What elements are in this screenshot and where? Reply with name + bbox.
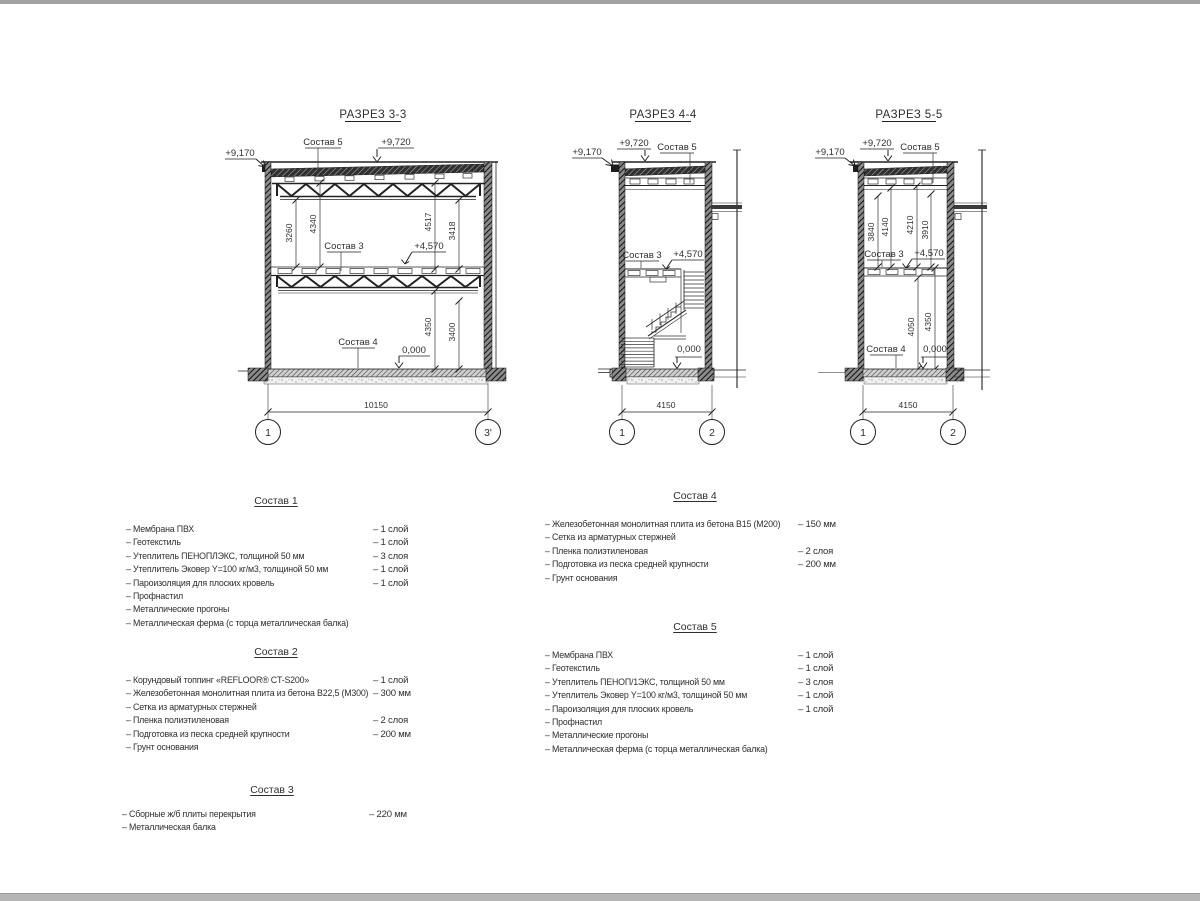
composition-item-name: – Сетка из арматурных стержней bbox=[126, 701, 257, 713]
composition-item bbox=[126, 577, 426, 590]
composition-item bbox=[126, 550, 426, 563]
composition-ref-label: Состав 3 bbox=[622, 250, 662, 261]
composition-item bbox=[126, 523, 426, 536]
wall-right bbox=[484, 162, 492, 378]
elevation-label: +4,570 bbox=[414, 241, 444, 252]
composition-3 bbox=[122, 784, 422, 835]
section-3-3 bbox=[225, 109, 506, 445]
composition-item bbox=[126, 687, 426, 700]
composition-item-name: – Железобетонная монолитная плита из бетона В22,5 (М300) bbox=[126, 688, 369, 700]
span-dim-label: 10150 bbox=[364, 400, 388, 410]
composition-item-name: – Профнастил bbox=[126, 591, 183, 603]
composition-title: Состав 4 bbox=[673, 490, 717, 502]
elevation-label: 0,000 bbox=[402, 345, 426, 356]
composition-ref-label: Состав 3 bbox=[864, 249, 904, 260]
axis-label: 1 bbox=[860, 427, 866, 439]
sand-bed bbox=[864, 377, 947, 384]
composition-item-value: – 1 слой bbox=[373, 577, 409, 589]
composition-item-value: – 1 слой bbox=[373, 537, 409, 549]
composition-item-name: – Утеплитель ПЕНОПЛЭКС, толщиной 50 мм bbox=[126, 550, 305, 562]
composition-item bbox=[122, 808, 422, 821]
sand-bed bbox=[264, 377, 488, 384]
section-title: РАЗРЕЗ 3-3 bbox=[339, 109, 407, 121]
composition-item-value: – 3 слоя bbox=[798, 676, 834, 688]
composition-title: Состав 3 bbox=[250, 784, 294, 796]
axis-label: 3' bbox=[484, 427, 492, 439]
section-5-5 bbox=[815, 109, 990, 445]
adjacent-structure bbox=[711, 150, 746, 388]
composition-item-name: – Металлическая ферма (с торца металлическая балка) bbox=[126, 617, 349, 629]
composition-item bbox=[545, 729, 845, 742]
composition-item-name: – Грунт основания bbox=[126, 742, 199, 754]
composition-item-name: – Пароизоляция для плоских кровель bbox=[126, 577, 275, 589]
composition-item-name: – Геотекстиль bbox=[126, 537, 181, 549]
composition-item-name: – Подготовка из песка средней крупности bbox=[126, 728, 290, 740]
dim-label: 3260 bbox=[284, 223, 294, 243]
composition-item bbox=[545, 518, 845, 531]
adjacent-structure bbox=[954, 150, 990, 390]
floor-truss bbox=[277, 276, 480, 287]
composition-item bbox=[545, 689, 845, 702]
composition-ref-label: Состав 3 bbox=[324, 241, 364, 252]
composition-item-name: – Сборные ж/б плиты перекрытия bbox=[122, 809, 256, 820]
composition-item bbox=[126, 714, 426, 727]
composition-item-name: – Металлическая балка bbox=[122, 822, 216, 834]
composition-item-value: – 2 слоя bbox=[798, 545, 834, 557]
elevation-label: +4,570 bbox=[914, 248, 944, 259]
dim-label: 3418 bbox=[447, 221, 457, 241]
composition-item bbox=[545, 531, 845, 544]
composition-2 bbox=[126, 646, 426, 754]
composition-item-value: – 300 мм bbox=[373, 688, 411, 700]
wall-left bbox=[265, 162, 271, 378]
span-dim-label: 4150 bbox=[656, 400, 676, 410]
composition-ref-label: Состав 4 bbox=[338, 337, 378, 348]
composition-item-value: – 1 слой bbox=[798, 650, 834, 661]
composition-item-name: – Металлические прогоны bbox=[126, 604, 230, 616]
composition-1 bbox=[126, 495, 426, 630]
dim-label: 4350 bbox=[423, 317, 433, 337]
section-4-4 bbox=[572, 109, 746, 445]
composition-item bbox=[545, 676, 845, 689]
composition-item-value: – 1 слой bbox=[798, 703, 834, 715]
wall-right bbox=[947, 162, 954, 378]
composition-item-value: – 1 слой bbox=[373, 675, 409, 686]
span-dim-label: 4150 bbox=[898, 400, 918, 410]
composition-item-value: – 3 слоя bbox=[373, 550, 409, 562]
composition-item bbox=[126, 728, 426, 741]
composition-item bbox=[126, 536, 426, 549]
composition-item-name: – Мембрана ПВХ bbox=[545, 650, 614, 661]
axis-label: 2 bbox=[709, 427, 715, 439]
roof-truss bbox=[277, 184, 480, 196]
sand-bed bbox=[627, 377, 699, 384]
composition-ref-label: Состав 5 bbox=[900, 142, 940, 153]
section-title: РАЗРЕЗ 4-4 bbox=[629, 109, 697, 121]
elevation-label: +9,170 bbox=[572, 147, 602, 158]
composition-item-value: – 1 слой bbox=[373, 524, 409, 535]
composition-ref-label: Состав 5 bbox=[303, 137, 343, 148]
composition-item bbox=[126, 674, 426, 687]
composition-item bbox=[126, 590, 426, 603]
composition-item bbox=[122, 821, 422, 834]
elevation-label: +9,720 bbox=[862, 138, 892, 149]
composition-title: Состав 1 bbox=[254, 495, 298, 507]
composition-item-value: – 1 слой bbox=[798, 690, 834, 702]
composition-item bbox=[126, 617, 426, 630]
composition-item-value: – 200 мм bbox=[373, 728, 411, 740]
composition-item bbox=[545, 572, 845, 585]
dim-label: 4340 bbox=[308, 214, 318, 234]
elevation-label: +9,170 bbox=[815, 147, 845, 158]
composition-item bbox=[545, 545, 845, 558]
composition-item-name: – Пленка полиэтиленовая bbox=[126, 715, 229, 727]
composition-item-name: – Металлическая ферма (с торца металлическая балка) bbox=[545, 743, 768, 755]
composition-item-name: – Утеплитель Эковер Y=100 кг/м3, толщиной 50 мм bbox=[126, 564, 329, 576]
elevation-label: +4,570 bbox=[673, 249, 703, 260]
composition-item-name: – Утеплитель ПЕНОП/1ЭКС, толщиной 50 мм bbox=[545, 676, 725, 688]
composition-item-value: – 1 слой bbox=[798, 663, 834, 675]
composition-item-value: – 1 слой bbox=[373, 564, 409, 576]
dim-label: 4350 bbox=[923, 312, 933, 332]
composition-item-value: – 220 мм bbox=[369, 809, 407, 820]
composition-item-name: – Подготовка из песка средней крупности bbox=[545, 559, 709, 571]
composition-item-name: – Утеплитель Эковер Y=100 кг/м3, толщиной 50 мм bbox=[545, 690, 748, 702]
elevation-label: 0,000 bbox=[677, 344, 701, 355]
composition-item-name: – Грунт основания bbox=[545, 572, 618, 584]
dim-label: 3400 bbox=[447, 322, 457, 342]
floor-slabs bbox=[278, 269, 480, 274]
dim-label: 4050 bbox=[906, 317, 916, 337]
composition-item bbox=[126, 701, 426, 714]
elevation-label: 0,000 bbox=[923, 344, 947, 355]
composition-item-value: – 200 мм bbox=[798, 559, 836, 571]
composition-item bbox=[126, 603, 426, 616]
dim-label: 4210 bbox=[905, 215, 915, 235]
composition-item bbox=[545, 662, 845, 675]
composition-4 bbox=[545, 490, 845, 585]
composition-item-name: – Металлические прогоны bbox=[545, 730, 649, 742]
composition-item-value: – 150 мм bbox=[798, 519, 836, 530]
composition-ref-label: Состав 4 bbox=[866, 344, 906, 355]
dim-label: 4140 bbox=[880, 217, 890, 237]
dim-label: 3910 bbox=[920, 220, 930, 240]
composition-title: Состав 5 bbox=[673, 621, 717, 633]
wall-right bbox=[705, 162, 712, 378]
dim-label: 4517 bbox=[423, 212, 433, 232]
elevation-label: +9,170 bbox=[225, 148, 255, 159]
composition-5 bbox=[545, 621, 845, 756]
composition-item bbox=[545, 558, 845, 571]
composition-item-name: – Профнастил bbox=[545, 717, 602, 729]
composition-item-name: – Пленка полиэтиленовая bbox=[545, 545, 648, 557]
elevation-label: +9,720 bbox=[381, 137, 411, 148]
wall-left bbox=[858, 162, 864, 378]
composition-item bbox=[545, 716, 845, 729]
composition-ref-label: Состав 5 bbox=[657, 142, 697, 153]
composition-item-name: – Сетка из арматурных стержней bbox=[545, 532, 676, 544]
ground-slab bbox=[256, 369, 498, 377]
composition-item bbox=[126, 741, 426, 754]
elevation-label: +9,720 bbox=[619, 138, 649, 149]
wall-left bbox=[619, 162, 625, 378]
composition-item-value: – 2 слоя bbox=[373, 715, 409, 727]
composition-item-name: – Мембрана ПВХ bbox=[126, 524, 195, 535]
composition-item bbox=[545, 743, 845, 756]
composition-title: Состав 2 bbox=[254, 646, 298, 658]
composition-item-name: – Пароизоляция для плоских кровель bbox=[545, 703, 694, 715]
section-title: РАЗРЕЗ 5-5 bbox=[875, 109, 943, 121]
composition-item bbox=[126, 563, 426, 576]
composition-item-name: – Корундовый топпинг «REFLOOR® CT-S200» bbox=[126, 675, 310, 686]
axis-label: 2 bbox=[950, 427, 956, 439]
composition-item-name: – Геотекстиль bbox=[545, 663, 600, 675]
axis-label: 1 bbox=[265, 427, 271, 439]
axis-label: 1 bbox=[619, 427, 625, 439]
dim-label: 3840 bbox=[866, 222, 876, 242]
composition-item bbox=[545, 649, 845, 662]
composition-item-name: – Железобетонная монолитная плита из бетона В15 (М200) bbox=[545, 519, 781, 530]
composition-item bbox=[545, 703, 845, 716]
